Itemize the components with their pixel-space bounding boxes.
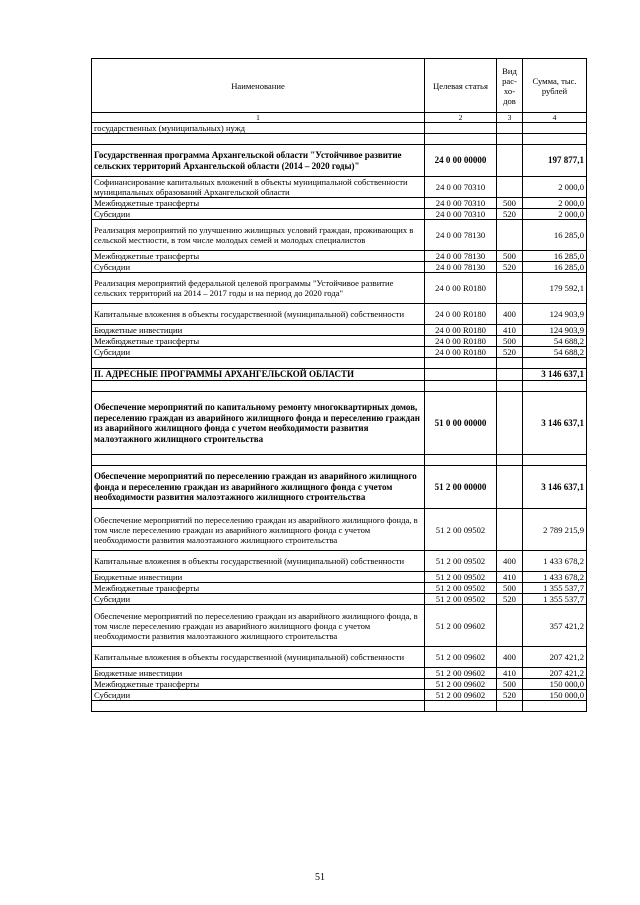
cell-sum: 197 877,1 bbox=[523, 145, 587, 177]
cell-code: 51 2 00 09602 bbox=[425, 647, 497, 668]
table-row bbox=[92, 123, 587, 134]
cell-vid bbox=[497, 358, 523, 369]
cell-sum: 2 000,0 bbox=[523, 209, 587, 220]
cell-sum: 16 285,0 bbox=[523, 220, 587, 251]
cell-name: Субсидии bbox=[92, 347, 425, 358]
cell-vid: 500 bbox=[497, 251, 523, 262]
table-row bbox=[92, 209, 587, 220]
cell-name: Межбюджетные трансферты bbox=[92, 679, 425, 690]
cell-vid bbox=[497, 392, 523, 455]
cell-name bbox=[92, 381, 425, 392]
cell-code bbox=[425, 369, 497, 381]
cell-sum: 150 000,0 bbox=[523, 690, 587, 701]
budget-table bbox=[91, 58, 587, 712]
table-row bbox=[92, 668, 587, 679]
table-row bbox=[92, 347, 587, 358]
header-sum: Сумма, тыс. рублей bbox=[523, 59, 587, 113]
cell-name: Межбюджетные трансферты bbox=[92, 583, 425, 594]
header-vid: Вид рас-хо-дов bbox=[497, 59, 523, 113]
cell-sum: 124 903,9 bbox=[523, 325, 587, 336]
cell-vid bbox=[497, 134, 523, 145]
empty-row bbox=[92, 358, 587, 369]
cell-code: 24 0 00 R0180 bbox=[425, 325, 497, 336]
cell-code bbox=[425, 381, 497, 392]
cell-code: 24 0 00 R0180 bbox=[425, 304, 497, 325]
table-row bbox=[92, 262, 587, 273]
cell-vid bbox=[497, 605, 523, 647]
cell-name: II. АДРЕСНЫЕ ПРОГРАММЫ АРХАНГЕЛЬСКОЙ ОБЛАСТИ bbox=[92, 369, 425, 381]
table-row bbox=[92, 690, 587, 701]
cell-name: Субсидии bbox=[92, 209, 425, 220]
cell-name: Обеспечение мероприятий по переселению граждан из аварийного жилищного фонда, в том числе переселению граждан из аварийного жилищного фонда с учетом необходимости развития малоэтажного жилищного строительства bbox=[92, 605, 425, 647]
column-number: 2 bbox=[425, 113, 497, 123]
empty-row bbox=[92, 381, 587, 392]
empty-row bbox=[92, 455, 587, 466]
cell-code: 24 0 00 78130 bbox=[425, 251, 497, 262]
cell-sum: 124 903,9 bbox=[523, 304, 587, 325]
cell-name bbox=[92, 701, 425, 712]
table-row bbox=[92, 145, 587, 177]
cell-vid: 520 bbox=[497, 690, 523, 701]
cell-code bbox=[425, 455, 497, 466]
cell-sum: 2 000,0 bbox=[523, 177, 587, 198]
cell-vid: 400 bbox=[497, 304, 523, 325]
cell-sum bbox=[523, 134, 587, 145]
column-number: 1 bbox=[92, 113, 425, 123]
cell-sum: 150 000,0 bbox=[523, 679, 587, 690]
cell-name: Софинансирование капитальных вложений в объекты муниципальной собственности муниципальных образований Архангельской области bbox=[92, 177, 425, 198]
cell-code bbox=[425, 134, 497, 145]
cell-code: 51 2 00 09502 bbox=[425, 572, 497, 583]
cell-name: Капитальные вложения в объекты государственной (муниципальной) собственности bbox=[92, 551, 425, 572]
cell-vid: 410 bbox=[497, 668, 523, 679]
cell-name: Капитальные вложения в объекты государственной (муниципальной) собственности bbox=[92, 647, 425, 668]
cell-code: 51 0 00 00000 bbox=[425, 392, 497, 455]
cell-name: Субсидии bbox=[92, 690, 425, 701]
cell-name bbox=[92, 358, 425, 369]
cell-name: Государственная программа Архангельской области "Устойчивое развитие сельских территорий Архангельской области (2014 – 2020 годы)" bbox=[92, 145, 425, 177]
cell-vid bbox=[497, 220, 523, 251]
cell-sum: 16 285,0 bbox=[523, 262, 587, 273]
cell-sum: 207 421,2 bbox=[523, 647, 587, 668]
cell-name: Бюджетные инвестиции bbox=[92, 572, 425, 583]
cell-name: Межбюджетные трансферты bbox=[92, 336, 425, 347]
header-name: Наименование bbox=[92, 59, 425, 113]
cell-sum bbox=[523, 123, 587, 134]
cell-vid: 520 bbox=[497, 347, 523, 358]
cell-name: Субсидии bbox=[92, 594, 425, 605]
cell-sum: 179 592,1 bbox=[523, 273, 587, 304]
cell-sum: 2 789 215,9 bbox=[523, 509, 587, 551]
cell-name: Обеспечение мероприятий по переселению граждан из аварийного жилищного фонда и переселению граждан из аварийного жилищного фонда с учетом необходимости развития малоэтажного жилищного строительства bbox=[92, 466, 425, 509]
cell-sum: 54 688,2 bbox=[523, 336, 587, 347]
cell-sum bbox=[523, 701, 587, 712]
table-row bbox=[92, 583, 587, 594]
cell-code bbox=[425, 123, 497, 134]
cell-sum: 54 688,2 bbox=[523, 347, 587, 358]
cell-vid bbox=[497, 466, 523, 509]
cell-sum: 16 285,0 bbox=[523, 251, 587, 262]
cell-vid bbox=[497, 273, 523, 304]
page-number: 51 bbox=[315, 872, 325, 883]
cell-vid: 400 bbox=[497, 551, 523, 572]
cell-code: 24 0 00 70310 bbox=[425, 177, 497, 198]
cell-sum: 3 146 637,1 bbox=[523, 466, 587, 509]
cell-vid: 500 bbox=[497, 198, 523, 209]
table-row bbox=[92, 369, 587, 381]
cell-vid bbox=[497, 509, 523, 551]
table-row bbox=[92, 177, 587, 198]
cell-code: 51 2 00 09602 bbox=[425, 605, 497, 647]
cell-vid bbox=[497, 369, 523, 381]
cell-code: 24 0 00 70310 bbox=[425, 209, 497, 220]
cell-sum: 207 421,2 bbox=[523, 668, 587, 679]
cell-name: Обеспечение мероприятий по капитальному ремонту многоквартирных домов, переселению граждан из аварийного жилищного фонда и переселению граждан из аварийного жилищного фонда с учетом необходимости развития малоэтажного жилищного строительства bbox=[92, 392, 425, 455]
cell-name: Субсидии bbox=[92, 262, 425, 273]
cell-code: 24 0 00 78130 bbox=[425, 262, 497, 273]
cell-vid: 500 bbox=[497, 679, 523, 690]
cell-name: Бюджетные инвестиции bbox=[92, 325, 425, 336]
table-row bbox=[92, 273, 587, 304]
cell-code: 51 2 00 09602 bbox=[425, 690, 497, 701]
cell-vid: 520 bbox=[497, 594, 523, 605]
cell-sum: 357 421,2 bbox=[523, 605, 587, 647]
cell-code: 24 0 00 70310 bbox=[425, 198, 497, 209]
cell-vid bbox=[497, 701, 523, 712]
table-row bbox=[92, 551, 587, 572]
table-row bbox=[92, 594, 587, 605]
cell-vid: 520 bbox=[497, 262, 523, 273]
table-row bbox=[92, 392, 587, 455]
cell-vid bbox=[497, 381, 523, 392]
cell-vid: 500 bbox=[497, 583, 523, 594]
cell-code: 51 2 00 09502 bbox=[425, 509, 497, 551]
table-row bbox=[92, 325, 587, 336]
column-number: 4 bbox=[523, 113, 587, 123]
empty-row bbox=[92, 701, 587, 712]
column-number-row bbox=[92, 113, 587, 123]
column-number: 3 bbox=[497, 113, 523, 123]
cell-name: Обеспечение мероприятий по переселению граждан из аварийного жилищного фонда, в том числе переселению граждан из аварийного жилищного фонда с учетом необходимости развития малоэтажного жилищного строительства bbox=[92, 509, 425, 551]
cell-code: 24 0 00 R0180 bbox=[425, 336, 497, 347]
cell-sum: 3 146 637,1 bbox=[523, 369, 587, 381]
cell-vid: 400 bbox=[497, 647, 523, 668]
cell-name: Реализация мероприятий по улучшению жилищных условий граждан, проживающих в сельской местности, в том числе молодых семей и молодых специалистов bbox=[92, 220, 425, 251]
cell-name: Капитальные вложения в объекты государственной (муниципальной) собственности bbox=[92, 304, 425, 325]
cell-sum: 3 146 637,1 bbox=[523, 392, 587, 455]
table-row bbox=[92, 251, 587, 262]
cell-code: 24 0 00 78130 bbox=[425, 220, 497, 251]
cell-sum bbox=[523, 358, 587, 369]
cell-name: Бюджетные инвестиции bbox=[92, 668, 425, 679]
table-row bbox=[92, 679, 587, 690]
cell-code: 24 0 00 00000 bbox=[425, 145, 497, 177]
cell-code: 51 2 00 09502 bbox=[425, 551, 497, 572]
cell-sum: 1 433 678,2 bbox=[523, 572, 587, 583]
cell-vid: 410 bbox=[497, 325, 523, 336]
cell-sum: 1 355 537,7 bbox=[523, 594, 587, 605]
cell-vid bbox=[497, 177, 523, 198]
table-header-row bbox=[92, 59, 587, 113]
table-row bbox=[92, 572, 587, 583]
table-row bbox=[92, 198, 587, 209]
cell-name: Межбюджетные трансферты bbox=[92, 251, 425, 262]
cell-vid bbox=[497, 455, 523, 466]
cell-code bbox=[425, 358, 497, 369]
document-page bbox=[91, 58, 586, 712]
cell-code: 51 2 00 00000 bbox=[425, 466, 497, 509]
cell-sum: 2 000,0 bbox=[523, 198, 587, 209]
table-row bbox=[92, 304, 587, 325]
cell-name bbox=[92, 134, 425, 145]
cell-vid: 500 bbox=[497, 336, 523, 347]
table-row bbox=[92, 509, 587, 551]
cell-vid bbox=[497, 123, 523, 134]
cell-vid: 410 bbox=[497, 572, 523, 583]
table-row bbox=[92, 220, 587, 251]
cell-name: государственных (муниципальных) нужд bbox=[92, 123, 425, 134]
cell-name: Реализация мероприятий федеральной целевой программы "Устойчивое развитие сельских территорий на 2014 – 2017 годы и на период до 2020 года" bbox=[92, 273, 425, 304]
empty-row bbox=[92, 134, 587, 145]
table-row bbox=[92, 466, 587, 509]
table-row bbox=[92, 336, 587, 347]
cell-vid: 520 bbox=[497, 209, 523, 220]
cell-code: 51 2 00 09602 bbox=[425, 679, 497, 690]
cell-name bbox=[92, 455, 425, 466]
header-code: Целевая статья bbox=[425, 59, 497, 113]
cell-sum: 1 433 678,2 bbox=[523, 551, 587, 572]
cell-sum bbox=[523, 455, 587, 466]
cell-sum: 1 355 537,7 bbox=[523, 583, 587, 594]
cell-name: Межбюджетные трансферты bbox=[92, 198, 425, 209]
cell-vid bbox=[497, 145, 523, 177]
table-body bbox=[92, 123, 587, 712]
cell-sum bbox=[523, 381, 587, 392]
cell-code: 24 0 00 R0180 bbox=[425, 273, 497, 304]
cell-code bbox=[425, 701, 497, 712]
cell-code: 24 0 00 R0180 bbox=[425, 347, 497, 358]
cell-code: 51 2 00 09502 bbox=[425, 594, 497, 605]
cell-code: 51 2 00 09502 bbox=[425, 583, 497, 594]
cell-code: 51 2 00 09602 bbox=[425, 668, 497, 679]
table-row bbox=[92, 647, 587, 668]
table-row bbox=[92, 605, 587, 647]
